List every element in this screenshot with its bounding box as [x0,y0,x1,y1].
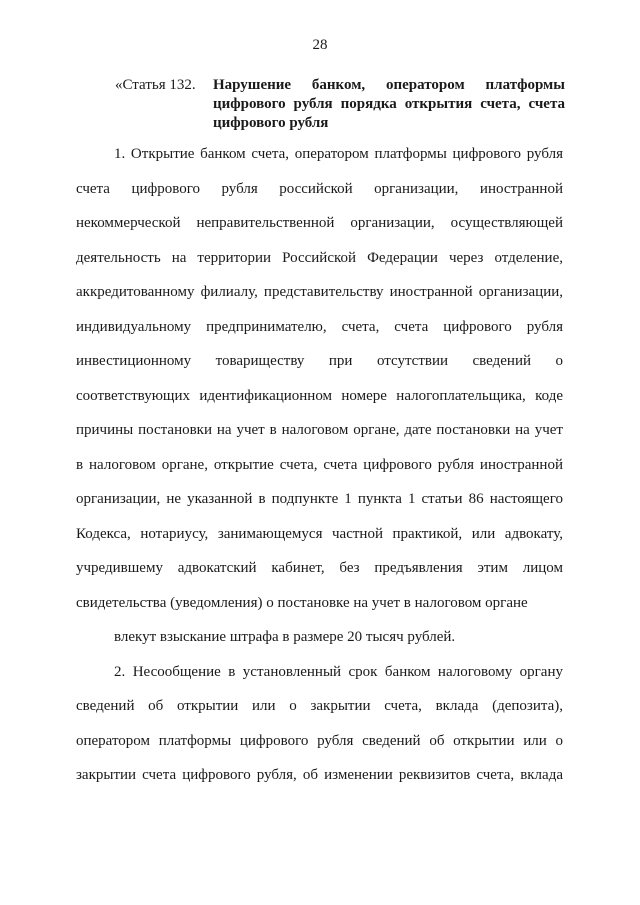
text-line: Кодекса, нотариусу, занимающемуся частной практикой, или адвокату, [76,525,563,542]
paragraph-sanction [76,620,563,655]
document-body [76,137,563,793]
text-line: соответствующих идентификационном номере налогоплательщика, коде [76,387,563,404]
text-line: сведений об открытии или о закрытии счета, вклада (депозита), [76,698,563,714]
text-line: учредившему адвокатский кабинет, без предъявления этим лицом [76,560,563,576]
text-line: инвестиционному товариществу при отсутствии сведений о [76,353,563,369]
page-number: 28 [312,37,328,53]
text-line: оператором платформы цифрового рубля сведений об открытии или о [76,732,563,749]
text-line: счета цифрового рубля российской организации, иностранной [76,180,563,197]
article-title: Нарушение банком, оператором платформы цифрового рубля порядка открытия счета, счета цифрового рубля [213,77,565,131]
text-line: деятельность на территории Российской Федерации через отделение, [76,249,563,266]
text-line: 2. Несообщение в установленный срок банком налоговому органу [114,663,563,680]
text-line: индивидуальному предпринимателю, счета, счета цифрового рубля [76,318,563,335]
paragraph-1 [76,137,563,620]
text-line: закрытии счета цифрового рубля, об изменении реквизитов счета, вклада [76,767,563,783]
text-line: причины постановки на учет в налоговом органе, дате постановки на учет [76,422,563,438]
text-line: некоммерческой неправительственной организации, осуществляющей [76,215,563,231]
article-label: «Статья 132. [115,77,196,93]
text-line: в налоговом органе, открытие счета, счета цифрового рубля иностранной [76,456,563,473]
text-line: аккредитованному филиалу, представительству иностранной организации, [76,284,563,300]
text-line: 1. Открытие банком счета, оператором платформы цифрового рубля [114,146,563,162]
paragraph-2 [76,655,563,793]
text-line: влекут взыскание штрафа в размере 20 тысяч рублей. [114,629,456,645]
text-line: свидетельства (уведомления) о постановке на учет в налоговом органе [76,594,528,611]
text-line: организации, не указанной в подпункте 1 пункта 1 статьи 86 настоящего [76,491,563,507]
